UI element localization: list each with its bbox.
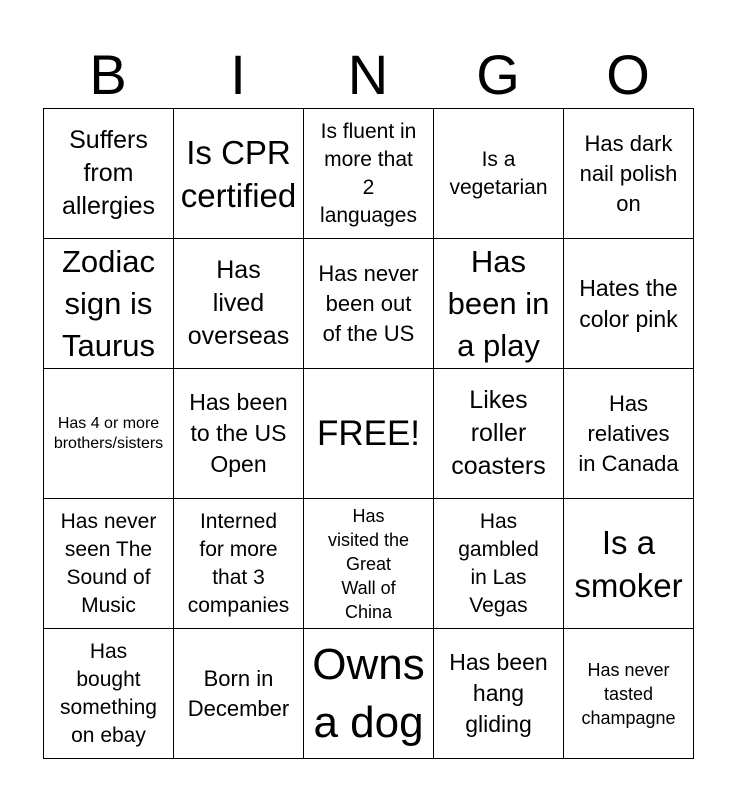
bingo-cell[interactable] [174, 499, 304, 629]
bingo-cell[interactable] [44, 629, 174, 759]
cell-text: Owns a dog [312, 639, 425, 747]
bingo-cell[interactable] [174, 369, 304, 499]
cell-text: Has never tasted champagne [581, 659, 676, 728]
bingo-cell[interactable] [304, 499, 434, 629]
cell-text: Suffers from allergies [61, 126, 156, 220]
free-space[interactable] [304, 369, 434, 499]
cell-text: Has been to the US Open [189, 389, 288, 477]
cell-text: Has never seen The Sound of Music [60, 509, 157, 617]
cell-text: Is a smoker [574, 523, 683, 604]
bingo-cell[interactable] [174, 629, 304, 759]
cell-text: Hates the color pink [579, 274, 678, 332]
header-letter-b: B [89, 43, 127, 106]
bingo-cell[interactable] [564, 369, 694, 499]
bingo-cell[interactable] [564, 499, 694, 629]
bingo-cell[interactable] [44, 499, 174, 629]
bingo-cell[interactable] [434, 629, 564, 759]
cell-text: Is a vegetarian [449, 147, 548, 199]
cell-text: Has visited the Great Wall of China [327, 505, 410, 622]
bingo-cell[interactable] [44, 109, 174, 239]
bingo-cell[interactable] [304, 239, 434, 369]
bingo-cell[interactable] [564, 239, 694, 369]
cell-text: Has been hang gliding [449, 649, 548, 737]
bingo-grid [43, 108, 694, 759]
bingo-cell[interactable] [44, 239, 174, 369]
cell-text: Zodiac sign is Taurus [61, 243, 156, 363]
bingo-cell[interactable] [564, 109, 694, 239]
header-letter-g: G [476, 43, 520, 106]
cell-text: Born in December [187, 665, 290, 721]
bingo-cell[interactable] [174, 239, 304, 369]
cell-text: Has been in a play [447, 243, 550, 363]
cell-text: Has relatives in Canada [578, 390, 679, 476]
bingo-cell[interactable] [434, 239, 564, 369]
bingo-cell[interactable] [434, 499, 564, 629]
bingo-header [43, 42, 693, 108]
cell-text: Has never been out of the US [318, 260, 419, 346]
cell-text: Likes roller coasters [451, 386, 546, 480]
cell-text: Has lived overseas [187, 256, 290, 350]
header-letter-o: O [606, 43, 650, 106]
cell-text: Interned for more that 3 companies [187, 509, 290, 617]
bingo-cell[interactable] [304, 109, 434, 239]
free-space-text: FREE! [316, 413, 421, 453]
header-letter-n: N [347, 43, 389, 106]
cell-text: Has dark nail polish on [579, 130, 678, 216]
bingo-cell[interactable] [564, 629, 694, 759]
bingo-cell[interactable] [434, 109, 564, 239]
bingo-cell[interactable] [44, 369, 174, 499]
bingo-cell[interactable] [304, 629, 434, 759]
cell-text: Is fluent in more that 2 languages [320, 119, 417, 227]
cell-text: Has bought something on ebay [60, 639, 157, 747]
bingo-cell[interactable] [434, 369, 564, 499]
bingo-cell[interactable] [174, 109, 304, 239]
cell-text: Has gambled in Las Vegas [458, 509, 539, 617]
cell-text: Has 4 or more brothers/sisters [53, 414, 164, 452]
header-letter-i: I [230, 43, 246, 106]
cell-text: Is CPR certified [180, 133, 297, 214]
